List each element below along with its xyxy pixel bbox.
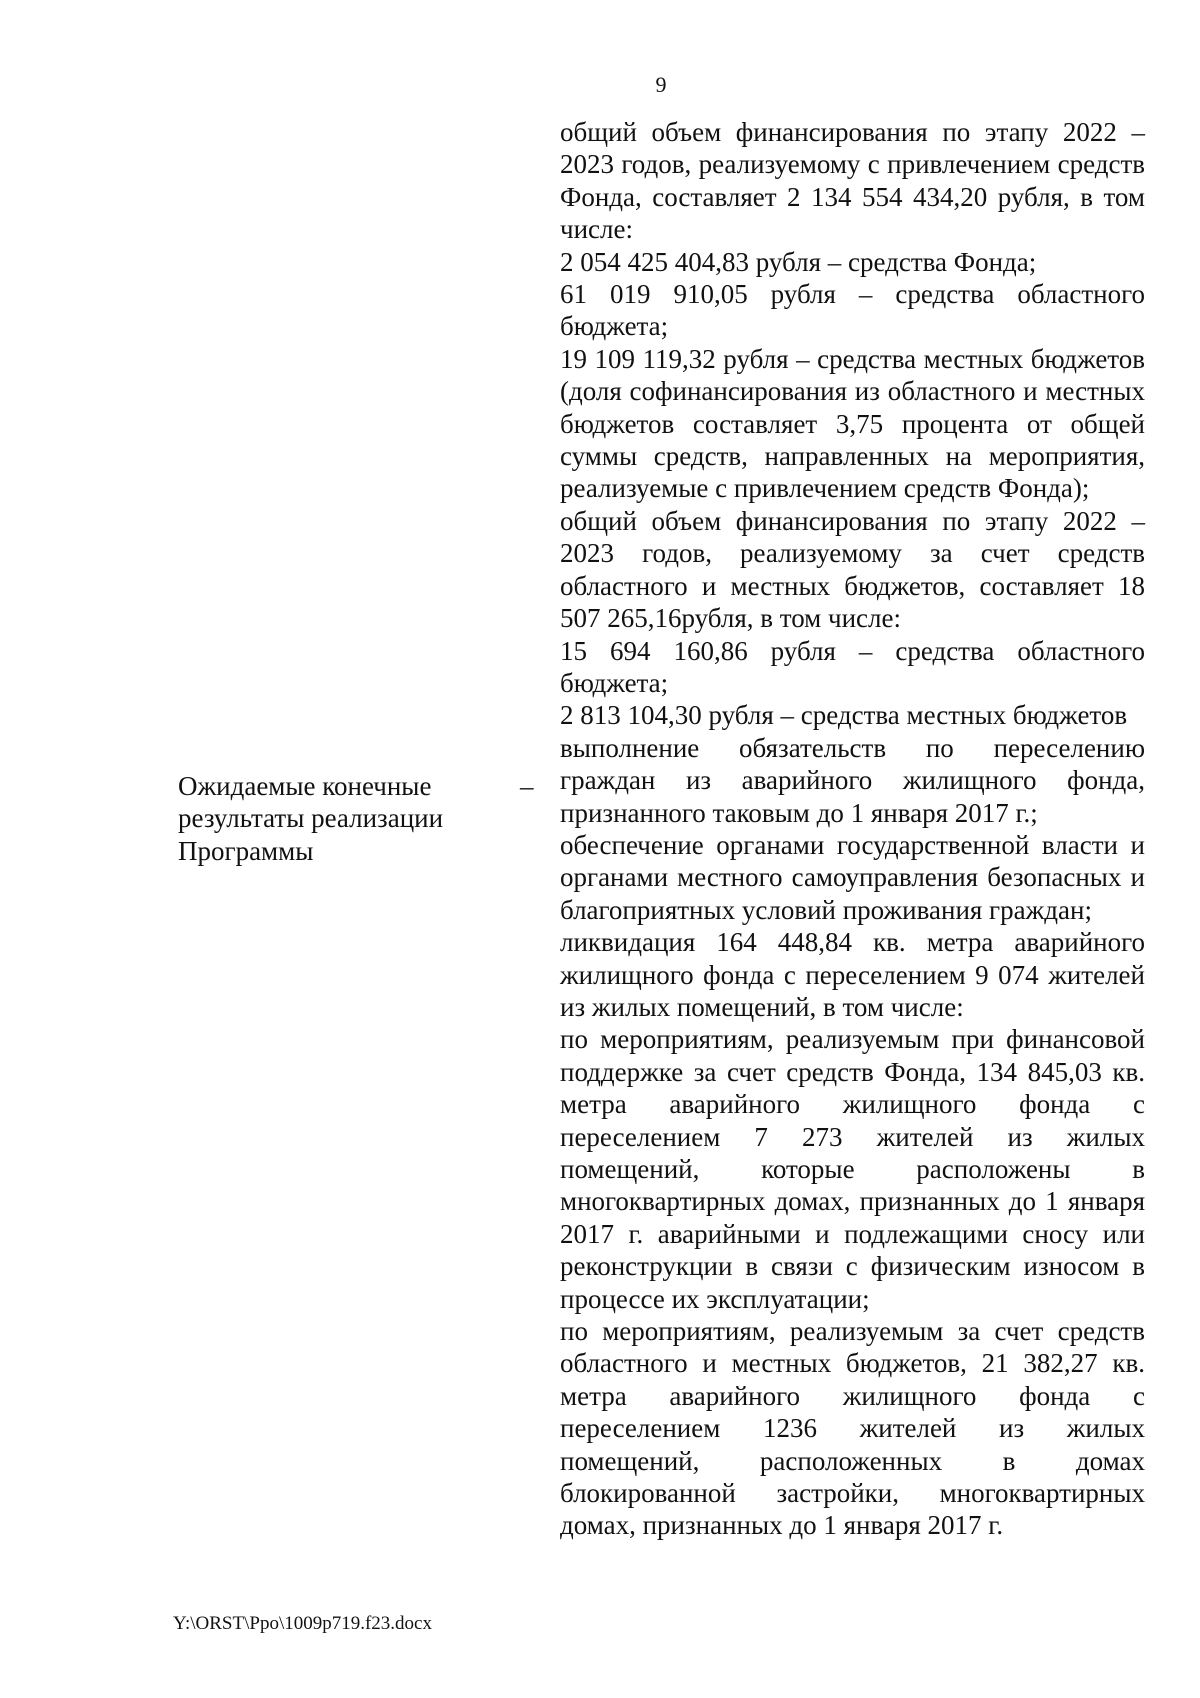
label-line: результаты реализации [178, 803, 444, 834]
financing-local-budgets-amount: 19 109 119,32 рубля – средства местных бюджетов (доля софинансирования из областного и местных бюджетов составляет 3,75 процента от общей суммы средств, направленных на мероприятия, реализуемые с привлечением средств Фонда); [560, 343, 1145, 504]
financing-fund-amount: 2 054 425 404,83 рубля – средства Фонда; [560, 246, 1037, 277]
program-passport-values [560, 116, 1145, 1542]
result-fund-measures: по мероприятиям, реализуемым при финансовой поддержке за счет средств Фонда, 134 845,03 кв. метра аварийного жилищного фонда с переселением 7 273 жителей из жилых помещений, которые расположены в многоквартирных домах, признанных до 1 января 2017 г. аварийными и подлежащими сносу или реконструкции в связи с физическим износом в процессе их эксплуатации; [560, 1024, 1145, 1314]
footer-file-path: Y:\ORST\Ppo\1009p719.f23.docx [173, 1613, 432, 1634]
financing-total-fund-stage: общий объем финансирования по этапу 2022 – 2023 годов, реализуемому с привлечением средств Фонда, составляет 2 134 554 434,20 рубля, в том числе: [560, 117, 1145, 245]
result-liquidation-total: ликвидация 164 448,84 кв. метра аварийного жилищного фонда с переселением 9 074 жителей из жилых помещений, в том числе: [560, 927, 1145, 1022]
page-number: 9 [655, 72, 667, 97]
label-line: Ожидаемые конечные [178, 771, 432, 801]
result-obligations: выполнение обязательств по переселению граждан из аварийного жилищного фонда, признанного таковым до 1 января 2017 г.; [560, 732, 1145, 828]
financing-regional-budget-amount: 61 019 910,05 рубля – средства областного бюджета; [560, 279, 1145, 342]
financing-regional-budget-stage-amount: 15 694 160,86 рубля – средства областного бюджета; [560, 635, 1145, 698]
result-budget-measures: по мероприятиям, реализуемым за счет средств областного и местных бюджетов, 21 382,27 кв. метра аварийного жилищного фонда с переселением 1236 жителей из жилых помещений, расположенных в домах блокированной застройки, многоквартирных домах, признанных до 1 января 2017 г. [560, 1316, 1145, 1541]
label-dash: – [520, 771, 534, 801]
financing-total-budgets-stage: общий объем финансирования по этапу 2022 – 2023 годов, реализуемому за счет средств областного и местных бюджетов, составляет 18 507 265,16рубля, в том числе: [560, 505, 1145, 634]
expected-results-label [178, 770, 498, 867]
result-safe-conditions: обеспечение органами государственной власти и органами местного самоуправления безопасных и благоприятных условий проживания граждан; [560, 829, 1145, 925]
label-line: Программы [178, 835, 314, 866]
financing-local-budgets-stage-amount: 2 813 104,30 рубля – средства местных бюджетов [560, 700, 1128, 731]
